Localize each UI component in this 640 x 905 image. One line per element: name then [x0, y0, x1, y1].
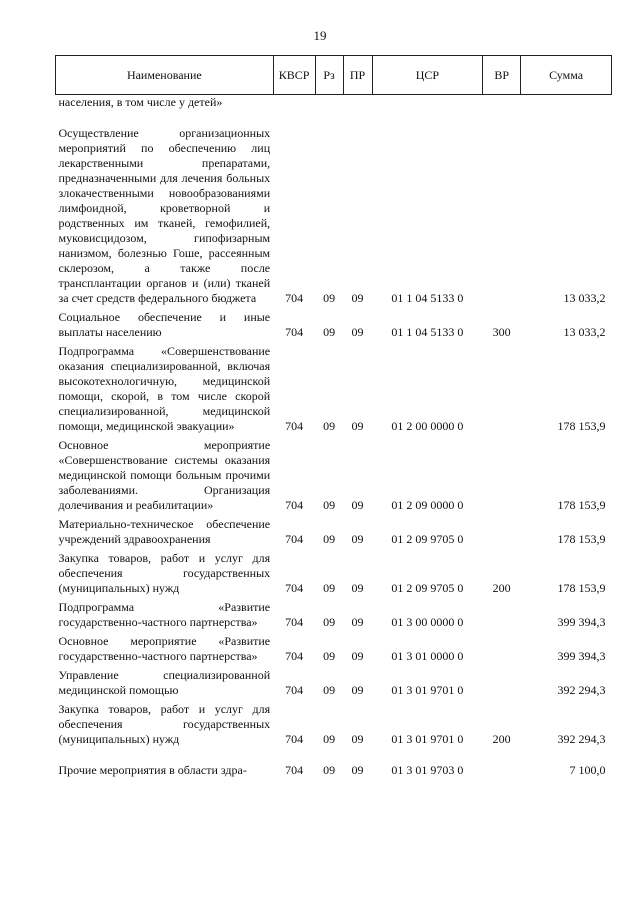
row-csr: 01 3 01 9703 0 [391, 763, 464, 777]
table-header [56, 56, 612, 95]
row-name: населения, в том числе у детей» [58, 95, 223, 109]
table-row [56, 668, 612, 702]
row-name: Управление специализированной медицинской помощью [58, 668, 271, 697]
row-pr: 09 [351, 683, 364, 697]
table-row [56, 634, 612, 668]
row-kvsr: 704 [285, 325, 304, 339]
row-vr [483, 344, 521, 438]
row-name: Подпрограмма «Развитие государственно-частного партнерства» [58, 600, 271, 629]
row-sum: 13 033,2 [563, 291, 606, 305]
row-csr: 01 2 09 0000 0 [391, 498, 464, 512]
row-kvsr: 704 [285, 532, 304, 546]
row-pr: 09 [351, 732, 364, 746]
row-vr [483, 763, 521, 782]
row-rz: 09 [323, 581, 336, 595]
row-csr: 01 3 01 9701 0 [391, 683, 464, 697]
row-vr [483, 438, 521, 517]
row-sum: 7 100,0 [569, 763, 606, 777]
header-csr: ЦСР [372, 56, 483, 95]
row-kvsr: 704 [285, 615, 304, 629]
row-sum: 392 294,3 [557, 683, 606, 697]
row-vr [483, 634, 521, 668]
row-sum: 399 394,3 [557, 615, 606, 629]
page-number: 19 [313, 28, 327, 43]
row-name: Основное мероприятие «Совершенствование системы оказания медицинской помощи больным прочими заболеваниями. Организация долечивания и реабилитации» [58, 438, 271, 512]
row-pr: 09 [351, 532, 364, 546]
table-row [56, 344, 612, 438]
row-vr: 300 [492, 325, 511, 339]
row-kvsr: 704 [285, 581, 304, 595]
header-pr: ПР [343, 56, 372, 95]
row-sum: 178 153,9 [557, 581, 606, 595]
row-csr: 01 3 01 0000 0 [391, 649, 464, 663]
table-row [56, 600, 612, 634]
row-kvsr: 704 [285, 419, 304, 433]
row-pr: 09 [351, 291, 364, 305]
row-pr: 09 [351, 615, 364, 629]
table-row [56, 763, 612, 782]
row-csr: 01 1 04 5133 0 [391, 325, 464, 339]
row-csr: 01 2 09 9705 0 [391, 581, 464, 595]
budget-table [55, 55, 612, 782]
table-row [56, 438, 612, 517]
row-vr [483, 517, 521, 551]
row-sum: 399 394,3 [557, 649, 606, 663]
row-rz: 09 [323, 649, 336, 663]
header-vr: ВР [483, 56, 521, 95]
row-rz: 09 [323, 615, 336, 629]
row-csr [372, 95, 483, 113]
header-kvsr: КВСР [273, 56, 315, 95]
row-kvsr [273, 95, 315, 113]
row-pr: 09 [351, 419, 364, 433]
row-sum [521, 95, 612, 113]
table-row [56, 551, 612, 600]
row-csr: 01 3 00 0000 0 [391, 615, 464, 629]
header-rz: Рз [315, 56, 343, 95]
row-csr: 01 1 04 5133 0 [391, 291, 464, 305]
row-sum: 13 033,2 [563, 325, 606, 339]
table-row [56, 517, 612, 551]
row-kvsr: 704 [285, 649, 304, 663]
row-rz: 09 [323, 683, 336, 697]
table-row [56, 702, 612, 751]
table-row [56, 126, 612, 310]
row-pr: 09 [351, 763, 364, 777]
row-rz: 09 [323, 291, 336, 305]
table-row [56, 310, 612, 344]
row-rz: 09 [323, 732, 336, 746]
row-name: Социальное обеспечение и иные выплаты населению [58, 310, 271, 339]
row-csr: 01 3 01 9701 0 [391, 732, 464, 746]
row-pr: 09 [351, 325, 364, 339]
row-vr [483, 95, 521, 113]
row-csr: 01 2 00 0000 0 [391, 419, 464, 433]
header-name: Наименование [56, 56, 274, 95]
row-pr: 09 [351, 498, 364, 512]
table-body [56, 95, 612, 783]
row-vr [483, 668, 521, 702]
row-name: Закупка товаров, работ и услуг для обеспечения государственных (муниципальных) нужд [58, 551, 271, 595]
row-pr: 09 [351, 649, 364, 663]
row-pr [343, 95, 372, 113]
header-sum: Сумма [521, 56, 612, 95]
row-vr [483, 126, 521, 310]
row-rz: 09 [323, 325, 336, 339]
table-row [56, 95, 612, 113]
row-kvsr: 704 [285, 498, 304, 512]
row-kvsr: 704 [285, 732, 304, 746]
row-csr: 01 2 09 9705 0 [391, 532, 464, 546]
row-vr: 200 [492, 732, 511, 746]
row-sum: 392 294,3 [557, 732, 606, 746]
row-kvsr: 704 [285, 763, 304, 777]
row-rz: 09 [323, 532, 336, 546]
row-vr: 200 [492, 581, 511, 595]
row-pr: 09 [351, 581, 364, 595]
row-rz: 09 [323, 419, 336, 433]
row-vr [483, 600, 521, 634]
row-name: Осуществление организационных мероприятий по обеспечению лиц лекарственными препаратами, предназначенными для лечения больных злокачественными новообразованиями лимфоидной, кроветворной и родственных им тканей, гемофилией, муковисцидозом, гипофизарным нанизмом, болезнью Гоше, рассеянным склерозом, а также после трансплантации органов и (или) тканей за счет средств федерального бюджета [58, 126, 271, 305]
row-name: Закупка товаров, работ и услуг для обеспечения государственных (муниципальных) нужд [58, 702, 271, 746]
row-name: Прочие мероприятия в области здра- [58, 763, 247, 777]
row-rz [315, 95, 343, 113]
row-kvsr: 704 [285, 683, 304, 697]
row-kvsr: 704 [285, 291, 304, 305]
row-sum: 178 153,9 [557, 419, 606, 433]
row-name: Основное мероприятие «Развитие государственно-частного партнерства» [58, 634, 271, 663]
row-rz: 09 [323, 763, 336, 777]
row-name: Подпрограмма «Совершенствование оказания специализированной, включая высокотехнологичную, медицинской помощи, скорой, в том числе скорой специализированной, медицинской помощи, медицинской эвакуации» [58, 344, 271, 433]
row-sum: 178 153,9 [557, 498, 606, 512]
row-sum: 178 153,9 [557, 532, 606, 546]
row-name: Материально-техническое обеспечение учреждений здравоохранения [58, 517, 271, 546]
row-rz: 09 [323, 498, 336, 512]
